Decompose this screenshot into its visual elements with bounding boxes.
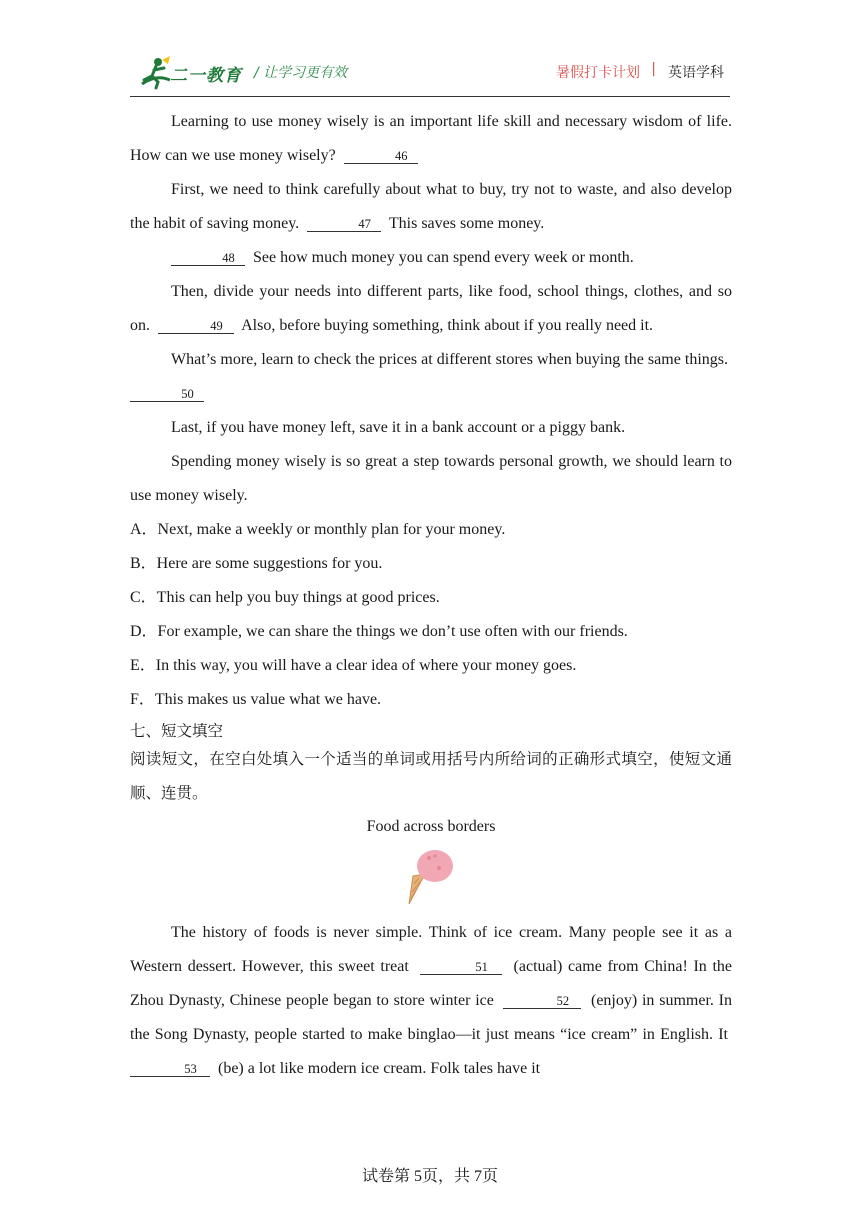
blank-47[interactable]: 47 (307, 217, 381, 232)
blank-52[interactable]: 52 (503, 994, 581, 1009)
slogan: / 让学习更有效 (254, 65, 348, 81)
blank-49[interactable]: 49 (158, 319, 234, 334)
paragraph-1: Learning to use money wisely is an important life skill and necessary wisdom of life. How can we use money wisely? 46 (130, 113, 732, 164)
paragraph-2: First, we need to think carefully about what to buy, try not to waste, and also develop the habit of saving money. 47 This saves some money. (130, 181, 732, 232)
section-heading: 七、短文填空 (130, 722, 224, 740)
option-e: E．In this way, you will have a clear idea of where your money goes. (130, 657, 577, 674)
header-separator: | (651, 61, 656, 77)
blank-53[interactable]: 53 (130, 1062, 210, 1077)
option-b: B．Here are some suggestions for you. (130, 555, 383, 572)
paragraph-3: 48 See how much money you can spend every week or month. (130, 241, 732, 275)
paragraph-5: What’s more, learn to check the prices at different stores when buying the same things. 50 (130, 343, 732, 411)
paragraph-4: Then, divide your needs into different parts, like food, school things, clothes, and so on. 49 Also, before buying something, think about if you really need it. (130, 283, 732, 334)
blank-50[interactable]: 50 (130, 387, 204, 402)
blank-46[interactable]: 46 (344, 149, 418, 164)
paragraph-7: Spending money wisely is so great a step towards personal growth, we should learn to use money wisely. (130, 453, 732, 504)
logo-text: 二一教育 (170, 66, 242, 86)
option-a: A．Next, make a weekly or monthly plan for your money. (130, 521, 506, 538)
page-content (130, 105, 732, 1086)
option-f: F．This makes us value what we have. (130, 691, 382, 708)
passage-2-text: The history of foods is never simple. Think of ice cream. Many people see it as a Western dessert. However, this sweet treat 51 (actual) came from China! In the Zhou Dynasty, Chinese people began to store winter ice 52 (enjoy) in summer. In the Song Dynasty, people started to make binglao—it just means “ice cream” in English. It 53 (be) a lot like modern ice cream. Folk tales have it (130, 924, 733, 1077)
blank-48[interactable]: 48 (171, 251, 245, 266)
subject-label: 英语学科 (668, 65, 724, 81)
option-d: D．For example, we can share the things we don’t use often with our friends. (130, 623, 628, 640)
page-footer: 试卷第 5页，共 7页 (361, 1168, 498, 1185)
passage-title: Food across borders (366, 818, 496, 835)
plan-label: 暑假打卡计划 (556, 65, 640, 81)
section-instruction: 阅读短文，在空白处填入一个适当的单词或用括号内所给词的正确形式填空，使短文通顺、连贯。 (130, 750, 732, 802)
ice-cream-cone-icon (405, 848, 457, 906)
header-rule (130, 96, 730, 97)
page-header (130, 56, 730, 96)
blank-51[interactable]: 51 (420, 960, 502, 975)
option-c: C．This can help you buy things at good prices. (130, 589, 440, 606)
paragraph-6: Last, if you have money left, save it in a bank account or a piggy bank. (171, 419, 626, 436)
